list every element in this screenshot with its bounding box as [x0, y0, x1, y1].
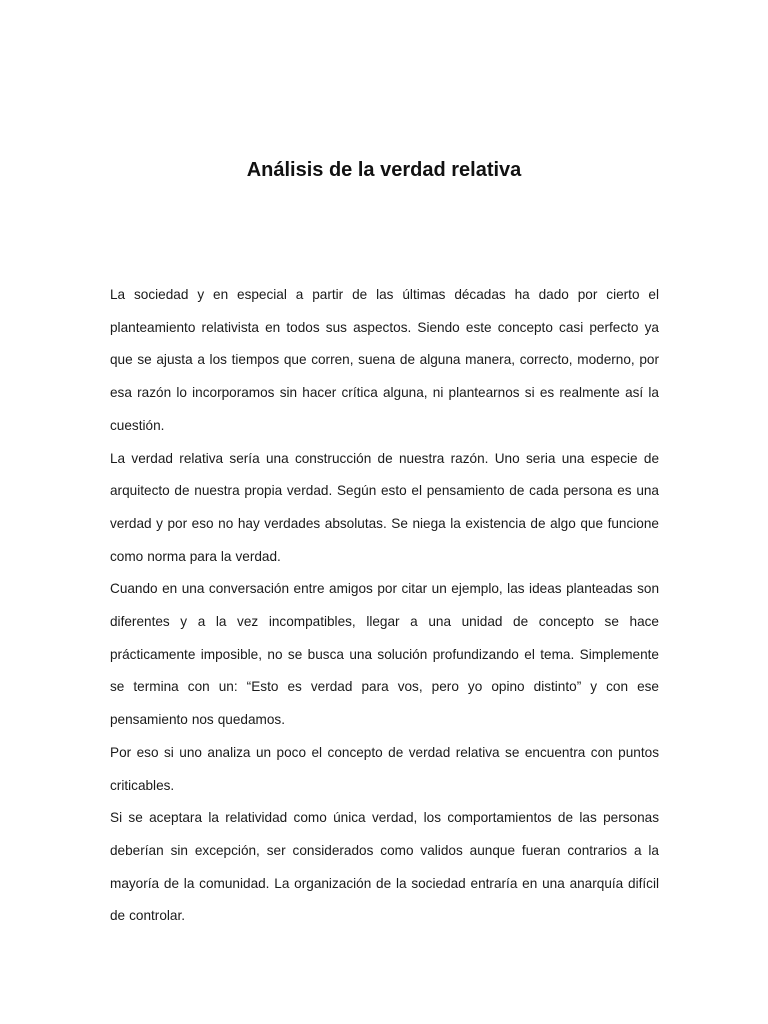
document-title: Análisis de la verdad relativa [246, 159, 522, 181]
document-body [110, 279, 659, 933]
paragraph-1: La sociedad y en especial a partir de las últimas décadas ha dado por cierto el planteamiento relativista en todos sus aspectos. Siendo este concepto casi perfecto ya que se ajusta a los tiempos que corren, suena de alguna manera, correcto, moderno, por esa razón lo incorporamos sin hacer crítica alguna, ni plantearnos si es realmente así la cuestión. [110, 287, 659, 433]
paragraph-3: Cuando en una conversación entre amigos por citar un ejemplo, las ideas planteadas son diferentes y a la vez incompatibles, llegar a una unidad de concepto se hace prácticamente imposible, no se busca una solución profundizando el tema. Simplemente se termina con un: “Esto es verdad para vos, pero yo opino distinto” y con ese pensamiento nos quedamos. [110, 581, 659, 728]
paragraph-5: Si se aceptara la relatividad como única verdad, los comportamientos de las personas deberían sin excepción, ser considerados como validos aunque fueran contrarios a la mayoría de la comunidad. La organización de la sociedad entraría en una anarquía difícil de controlar. [110, 810, 659, 924]
paragraph-2: La verdad relativa sería una construcción de nuestra razón. Uno seria una especie de arquitecto de nuestra propia verdad. Según esto el pensamiento de cada persona es una verdad y por eso no hay verdades absolutas. Se niega la existencia de algo que funcione como norma para la verdad. [110, 450, 659, 564]
paragraph-4: Por eso si uno analiza un poco el concepto de verdad relativa se encuentra con puntos criticables. [110, 744, 659, 793]
